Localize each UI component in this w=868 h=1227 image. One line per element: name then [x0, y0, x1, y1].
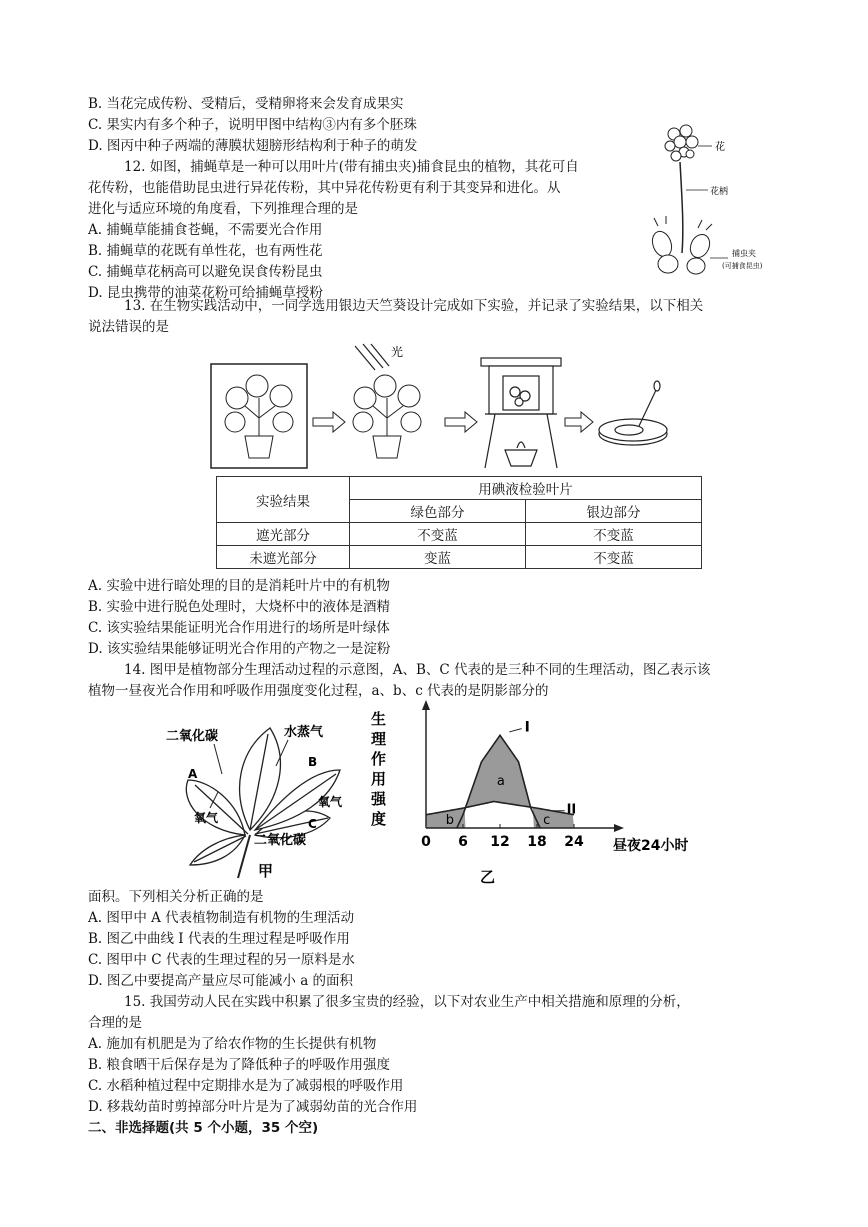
q12-option-c: C. 捕蝇草花柄高可以避免误食传粉昆虫 [88, 264, 323, 280]
q14-option-b: B. 图乙中曲线 I 代表的生理过程是呼吸作用 [88, 931, 350, 947]
series-ii-label: II [566, 802, 577, 818]
q13-stem-2: 说法错误的是 [88, 319, 169, 335]
label-b: B [308, 755, 318, 769]
petri-dish [599, 381, 667, 445]
q12-option-b: B. 捕蝇草的花既有单性花，也有两性花 [88, 243, 323, 259]
q12-option-a: A. 捕蝇草能捕食苍蝇，不需要光合作用 [88, 222, 323, 238]
x-axis-label: 昼夜24小时 [613, 838, 688, 854]
x-tick-label: 6 [458, 834, 468, 850]
q15-option-c: C. 水稻种植过程中定期排水是为了减弱根的呼吸作用 [88, 1078, 404, 1094]
q13-option-c: C. 该实验结果能证明光合作用进行的场所是叶绿体 [88, 620, 390, 636]
experiment-figure [205, 340, 685, 475]
x-tick-label: 12 [490, 834, 510, 850]
table-sub-green: 绿色部分 [350, 500, 526, 523]
table-header-result: 实验结果 [217, 477, 350, 523]
q15-stem-1: 15. 我国劳动人民在实践中积累了很多宝贵的经验，以下对农业生产中相关措施和原理的分析， [124, 994, 690, 1010]
q15-option-b: B. 粮食晒干后保存是为了降低种子的呼吸作用强度 [88, 1057, 391, 1073]
label-water-vapor: 水蒸气 [284, 725, 324, 740]
x-axis-arrow [614, 824, 624, 832]
label-o2-left: 氧气 [194, 811, 219, 825]
table-sub-silver: 银边部分 [526, 500, 702, 523]
flower-stalk [680, 162, 683, 253]
ylabel-char: 作 [371, 750, 387, 768]
q14-stem-1: 14. 图甲是植物部分生理活动过程的示意图，A、B、C 代表的是三种不同的生理活动，图乙表示该 [124, 662, 711, 678]
ylabel-char: 用 [371, 770, 387, 788]
q12-stem-2: 花传粉，也能借助昆虫进行异花传粉，其中异花传粉更有利于其变异和进化。从 [88, 180, 561, 196]
label-a: A [188, 767, 198, 781]
q14-stem-tail: 面积。下列相关分析正确的是 [88, 889, 264, 905]
q13-option-a: A. 实验中进行暗处理的目的是消耗叶片中的有机物 [88, 578, 390, 594]
ylabel-char: 强 [371, 790, 387, 808]
q14-stem-2: 植物一昼夜光合作用和呼吸作用强度变化过程，a、b、c 代表的是阴影部分的 [88, 683, 549, 699]
arrow-2 [445, 412, 477, 432]
intensity-chart-yi [368, 700, 688, 886]
leaf-shape [186, 728, 340, 878]
area-a-label: a [496, 773, 505, 789]
label-c: C [308, 817, 317, 831]
q15-option-d: D. 移栽幼苗时剪掉部分叶片是为了减弱幼苗的光合作用 [88, 1099, 418, 1115]
x-tick-label: 18 [527, 834, 547, 850]
table-header-iodine: 用碘液检验叶片 [350, 477, 702, 500]
q13-stem-1: 13. 在生物实践活动中，一同学选用银边天竺葵设计完成如下实验，并记录了实验结果，以下相关 [124, 298, 704, 314]
area-c-label: c [543, 813, 551, 829]
arrow-3 [565, 412, 593, 432]
y-axis-arrow [422, 700, 430, 710]
q14-option-a: A. 图甲中 A 代表植物制造有机物的生理活动 [88, 910, 355, 926]
flower-cluster [665, 125, 698, 161]
label-co2-top: 二氧化碳 [166, 729, 219, 744]
q11-option-c: C. 果实内有多个种子，说明甲图中结构③内有多个胚珠 [88, 117, 417, 133]
ylabel-chars [370, 710, 387, 828]
plant-light [353, 375, 421, 458]
ylabel-char: 度 [371, 810, 387, 828]
experiment-result-table [216, 476, 702, 569]
q13-option-b: B. 实验中进行脱色处理时，大烧杯中的液体是酒精 [88, 599, 391, 615]
trap-leaves [649, 216, 713, 274]
leader-i [509, 729, 521, 732]
q12-stem-3: 进化与适应环境的角度看，下列推理合理的是 [88, 201, 358, 217]
series-i-label: I [524, 719, 530, 736]
table-row: 未遮光部分 变蓝 不变蓝 [217, 546, 702, 569]
q14-option-d: D. 图乙中要提高产量应尽可能减小 a 的面积 [88, 973, 354, 989]
q11-option-b: B. 当花完成传粉、受精后，受精卵将来会发育成果实 [88, 96, 404, 112]
q12-stem-1: 12. 如图，捕蝇草是一种可以用叶片(带有捕虫夹)捕食昆虫的植物，其花可自 [124, 159, 579, 175]
table-row: 遮光部分 不变蓝 不变蓝 [217, 523, 702, 546]
light-label: 光 [391, 345, 404, 359]
q15-stem-2: 合理的是 [88, 1015, 142, 1031]
section-heading-nonchoice: 二、非选择题(共 5 个小题，35 个空) [88, 1120, 319, 1136]
arrow-1 [313, 412, 345, 432]
light-rays [355, 344, 389, 370]
q15-option-a: A. 施加有机肥是为了给农作物的生长提供有机物 [88, 1036, 377, 1052]
q11-option-d: D. 图丙中种子两端的薄膜状翅膀形结构利于种子的萌发 [88, 138, 418, 154]
leaf-figure-jia [160, 710, 380, 885]
q12-option-d: D. 昆虫携带的油菜花粉可给捕蝇草授粉 [88, 285, 323, 301]
label-co2-bottom: 二氧化碳 [254, 833, 307, 848]
q14-option-c: C. 图甲中 C 代表的生理过程的另一原料是水 [88, 952, 355, 968]
label-flower: 花 [715, 142, 725, 153]
area-b-label: b [445, 813, 454, 829]
x-tick-label: 0 [421, 834, 431, 850]
caption-yi: 乙 [480, 868, 496, 886]
ylabel-char: 理 [371, 730, 387, 748]
water-bath [481, 358, 561, 468]
q13-option-d: D. 该实验结果能够证明光合作用的产物之一是淀粉 [88, 641, 391, 657]
x-tick-label: 24 [564, 834, 584, 850]
ylabel-char: 生 [371, 710, 387, 728]
label-o2-right: 氧气 [318, 795, 343, 809]
caption-jia: 甲 [258, 862, 274, 880]
label-stalk: 花柄 [710, 187, 729, 197]
label-trap: 捕虫夹 [732, 249, 756, 258]
venus-flytrap-figure [640, 118, 790, 278]
label-trap-note: (可捕食昆虫) [722, 262, 763, 270]
